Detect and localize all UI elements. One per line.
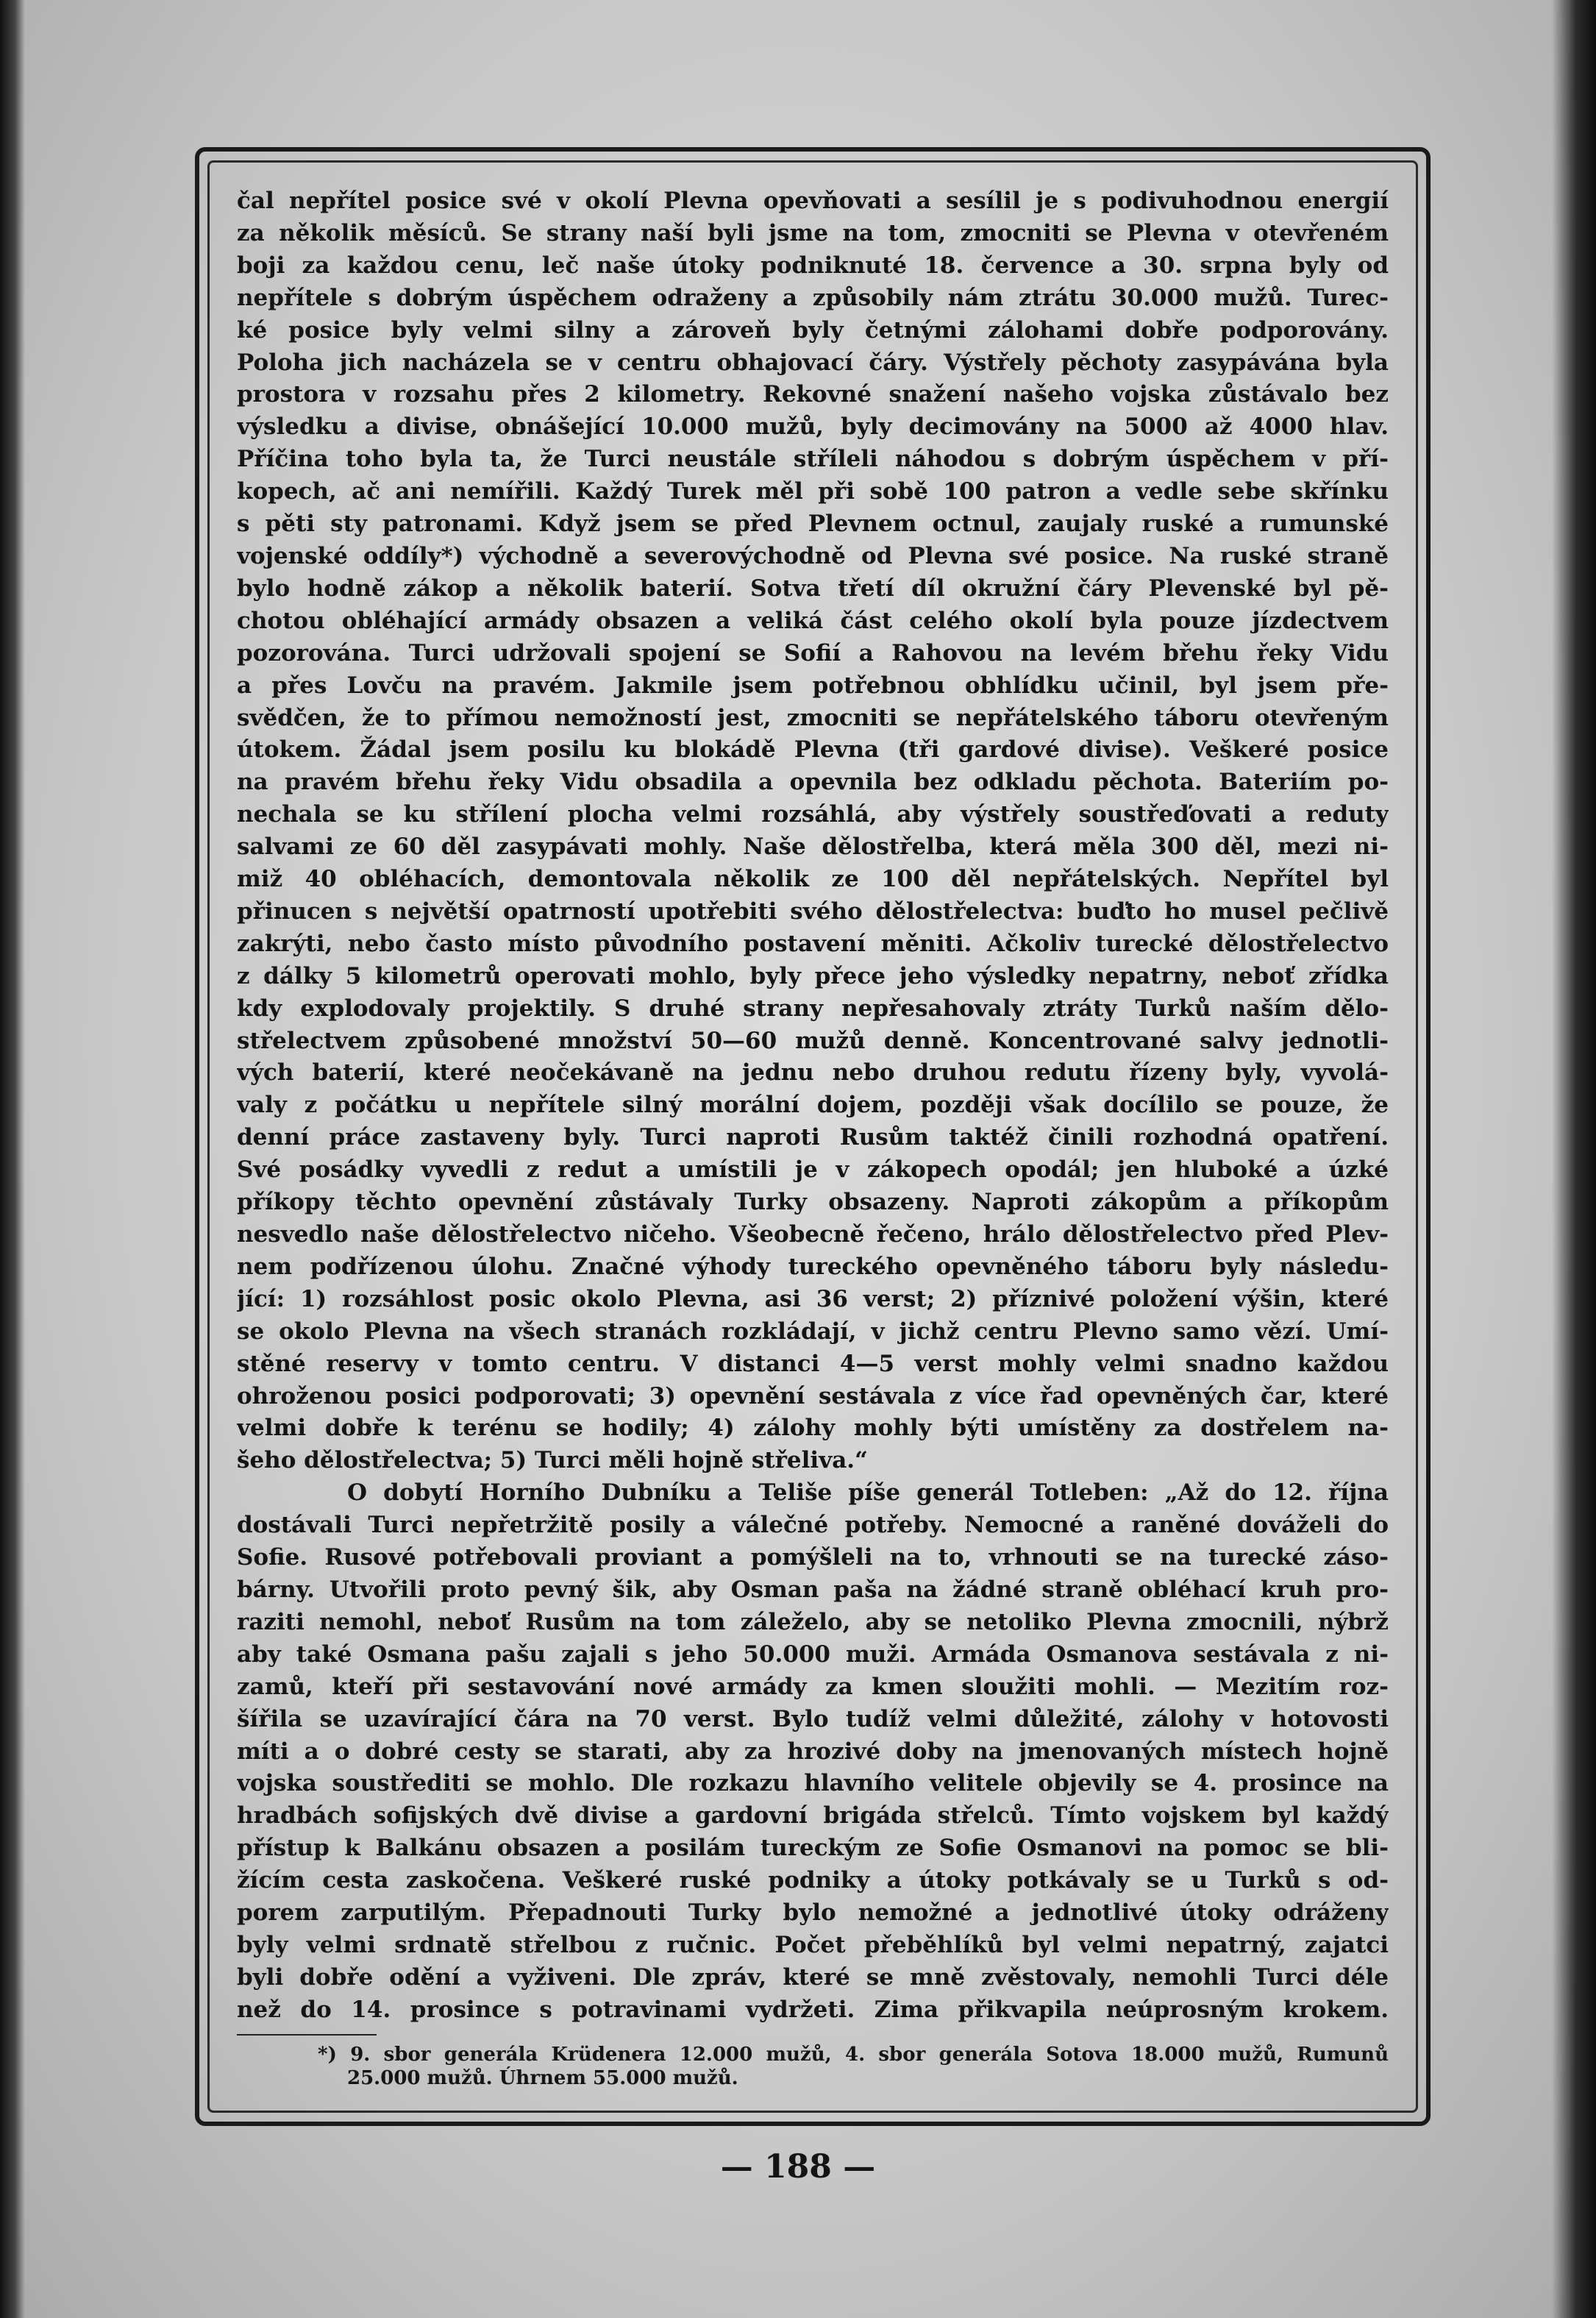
text-line: jící: 1) rozsáhlost posic okolo Plevna, asi 36 verst; 2) příznivé položení výšin, které: [237, 1285, 1389, 1312]
text-line: dostávali Turci nepřetržitě posily a válečné potřeby. Nemocné a raněné dováželi do: [237, 1512, 1389, 1539]
text-line: čal nepřítel posice své v okolí Plevna opevňovati a sesílil je s podivuhodnou energií: [237, 188, 1389, 214]
text-line: salvami ze 60 děl zasypávati mohly. Naše dělostřelba, která měla 300 děl, mezi ni-: [237, 833, 1389, 861]
text-line: ohroženou posici podporovati; 3) opevnění sestávala z více řad opevněných čar, které: [237, 1382, 1389, 1409]
footnote-divider: [237, 2034, 377, 2036]
footnote-line: 25.000 mužů. Úhrnem 55.000 mužů.: [347, 2066, 738, 2089]
text-line: příkopy těchto opevnění zůstávaly Turky obsazeny. Naproti zákopům a příkopům: [237, 1189, 1389, 1216]
text-line: kdy explodovaly projektily. S druhé strany nepřesahovaly ztráty Turků naším dělo-: [237, 995, 1389, 1022]
text-line: za několik měsíců. Se strany naší byli jsme na tom, zmocniti se Plevna v otevřeném: [237, 219, 1389, 246]
text-line: přístup k Balkánu obsazen a posilám tureckým ze Sofie Osmanovi na pomoc se bli-: [237, 1835, 1389, 1862]
footnote: [237, 2043, 1389, 2090]
text-line: byly velmi srdnatě střelbou z ručnic. Počet přeběhlíků byl velmi nepatrný, zajatci: [237, 1931, 1389, 1958]
text-line: Poloha jich nacházela se v centru obhajovací čáry. Výstřely pěchoty zasypávána byla: [237, 349, 1389, 376]
text-line: nepřítele s dobrým úspěchem odraženy a způsobily nám ztrátu 30.000 mužů. Turec-: [237, 284, 1389, 311]
text-block: [237, 185, 1389, 2090]
paragraph-start-line: O dobytí Horního Dubníku a Teliše píše generál Totleben: „Až do 12. října: [347, 1479, 1389, 1507]
body-text: [237, 185, 1389, 2027]
text-line: ké posice byly velmi silny a zároveň byly četnými zálohami dobře podporovány.: [237, 316, 1389, 344]
page-edge-shadow-right: [1552, 0, 1596, 2318]
text-line: bylo hodně zákop a několik baterií. Sotva třetí díl okružní čáry Plevenské byl pě-: [237, 575, 1389, 602]
text-line: z dálky 5 kilometrů operovati mohlo, byly přece jeho výsledky nepatrny, neboť zřídka: [237, 962, 1389, 989]
text-line: vojenské oddíly*) východně a severovýchodně od Plevna své posice. Na ruské straně: [237, 542, 1389, 569]
text-line: boji za každou cenu, leč naše útoky podniknuté 18. července a 30. srpna byly od: [237, 252, 1389, 279]
text-line: aby také Osmana pašu zajali s jeho 50.000 muži. Armáda Osmanova sestávala z ni-: [237, 1640, 1389, 1668]
text-line: šířila se uzavírající čára na 70 verst. Bylo tudíž velmi důležité, zálohy v hotovosti: [237, 1705, 1389, 1732]
text-line: se okolo Plevna na všech stranách rozkládají, v jichž centru Plevno samo vězí. Umí-: [237, 1318, 1389, 1345]
text-line: prostora v rozsahu přes 2 kilometry. Rekovné snažení našeho vojska zůstávalo bez: [237, 381, 1389, 408]
text-line: nesvedlo naše dělostřelectvo ničeho. Všeobecně řečeno, hrálo dělostřelectvo před Plev-: [237, 1221, 1389, 1248]
text-line: míti a o dobré cesty se starati, aby za hrozivé doby na jmenovaných místech hojně: [237, 1738, 1389, 1765]
text-line: porem zarputilým. Přepadnouti Turky bylo nemožné a jednotlivé útoky odráženy: [237, 1899, 1389, 1927]
text-line: šeho dělostřelectva; 5) Turci měli hojně střeliva.“: [237, 1447, 868, 1474]
text-line: svědčen, že to přímou nemožností jest, zmocniti se nepřátelského táboru otevřeným: [237, 704, 1389, 731]
text-line: vojska soustřediti se mohlo. Dle rozkazu hlavního velitele objevily se 4. prosince na: [237, 1770, 1389, 1797]
text-line: na pravém břehu řeky Vidu obsadila a opevnila bez odkladu pěchota. Bateriím po-: [237, 769, 1389, 796]
text-line: pozorována. Turci udržovali spojení se Sofií a Rahovou na levém břehu řeky Vidu: [237, 639, 1389, 666]
text-line: byli dobře odění a vyživeni. Dle zpráv, které se mně zvěstovaly, nemohli Turci déle: [237, 1963, 1389, 1991]
text-line: bárny. Utvořili proto pevný šik, aby Osman paša na žádné straně obléhací kruh pro-: [237, 1576, 1389, 1603]
text-line: útokem. Žádal jsem posilu ku blokádě Plevna (tři gardové divise). Veškeré posice: [237, 736, 1389, 764]
text-line: stěné reservy v tomto centru. V distanci 4—5 verst mohly velmi snadno každou: [237, 1350, 1389, 1377]
text-line: Příčina toho byla ta, že Turci neustále stříleli náhodou s dobrým úspěchem v pří-: [237, 446, 1389, 473]
text-line: kopech, ač ani nemířili. Každý Turek měl při sobě 100 patron a vedle sebe skřínku: [237, 478, 1389, 505]
text-line: nem podřízenou úlohu. Značné výhody tureckého opevněného táboru byly následu-: [237, 1253, 1389, 1280]
text-line: velmi dobře k terénu se hodily; 4) zálohy mohly býti umístěny za dostřelem na-: [237, 1415, 1389, 1442]
text-line: Své posádky vyvedli z redut a umístili je v zákopech opodál; jen hluboké a úzké: [237, 1156, 1389, 1184]
text-line: nechala se ku střílení plocha velmi rozsáhlá, aby výstřely soustřeďovati a reduty: [237, 801, 1389, 828]
text-line: miž 40 obléhacích, demontovala několik ze 100 děl nepřátelských. Nepřítel byl: [237, 866, 1389, 893]
text-line: než do 14. prosince s potravinami vydržeti. Zima přikvapila neúprosným krokem.: [237, 1996, 1389, 2023]
text-line: chotou obléhající armády obsazen a veliká část celého okolí byla pouze jízdectvem: [237, 607, 1389, 634]
text-line: střelectvem způsobené množství 50—60 mužů denně. Koncentrované salvy jednotli-: [237, 1027, 1389, 1054]
text-line: s pěti sty patronami. Když jsem se před Plevnem octnul, zaujaly ruské a rumunské: [237, 511, 1389, 538]
text-line: Sofie. Rusové potřebovali proviant a pomýšleli na to, vrhnouti se na turecké záso-: [237, 1544, 1389, 1571]
text-line: valy z počátku u nepřítele silný morální dojem, později však docílilo se pouze, že: [237, 1092, 1389, 1119]
text-line: zakrýti, nebo často místo původního postavení měniti. Ačkoliv turecké dělostřelectvo: [237, 930, 1389, 957]
text-line: a přes Lovču na pravém. Jakmile jsem potřebnou obhlídku učinil, byl jsem pře-: [237, 672, 1389, 699]
text-line: žícím cesta zaskočena. Veškeré ruské podniky a útoky potkávaly se u Turků s od-: [237, 1867, 1389, 1894]
text-line: vých baterií, které neočekávaně na jednu nebo druhou redutu řízeny byly, vyvolá-: [237, 1059, 1389, 1087]
text-line: raziti nemohl, neboť Rusům na tom záleželo, aby se netoliko Plevna zmocnili, nýbrž: [237, 1608, 1389, 1635]
text-line: zamů, kteří při sestavování nové armády za kmen sloužiti mohli. — Mezitím roz-: [237, 1673, 1389, 1700]
page-edge-shadow-left: [0, 0, 25, 2318]
footnote-line: *) 9. sbor generála Krüdenera 12.000 mužů, 4. sbor generála Sotova 18.000 mužů, Rumunů: [318, 2043, 1389, 2066]
text-line: hradbách sofijských dvě divise a gardovní brigáda střelců. Tímto vojskem byl každý: [237, 1802, 1389, 1830]
text-line: denní práce zastaveny byly. Turci naproti Rusům taktéž činili rozhodná opatření.: [237, 1124, 1389, 1151]
text-line: přinucen s největší opatrností upotřebiti svého dělostřelectva: buďto ho musel pečlivě: [237, 897, 1389, 925]
page-number: — 188 —: [720, 2148, 876, 2186]
text-line: výsledku a divise, obnášející 10.000 mužů, byly decimovány na 5000 až 4000 hlav.: [237, 413, 1389, 441]
